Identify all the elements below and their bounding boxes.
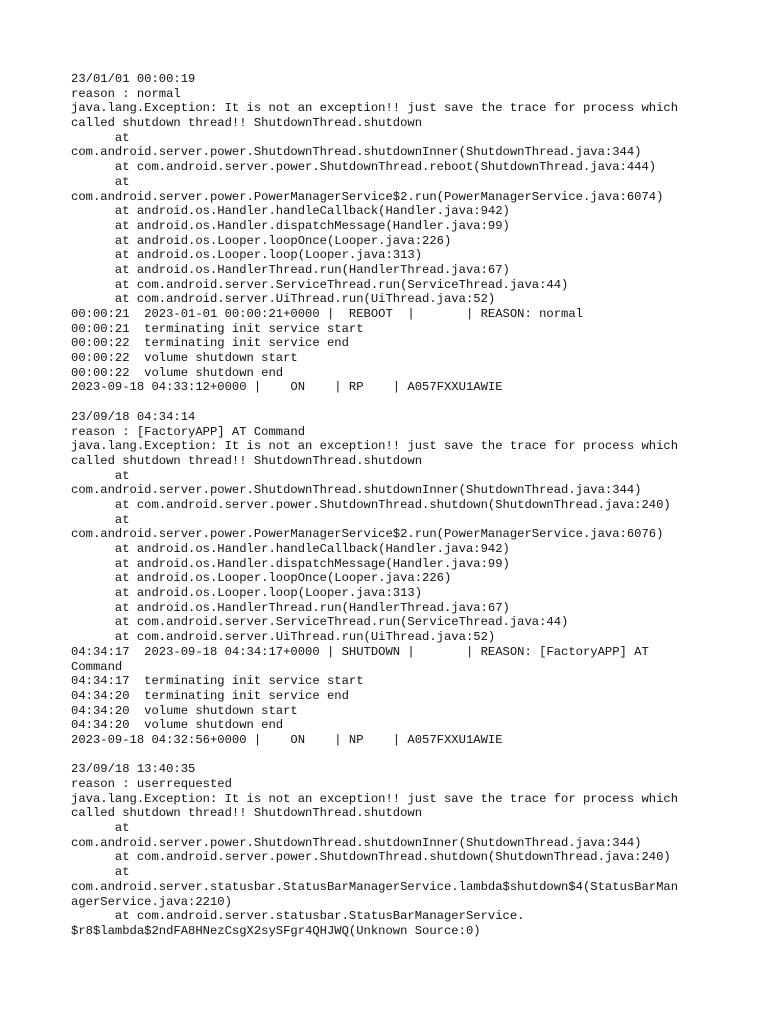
- log-line: 04:34:20 volume shutdown end: [71, 718, 284, 733]
- blank-line: [71, 395, 711, 410]
- log-line: at com.android.server.UiThread.run(UiThread.java:52): [71, 630, 496, 645]
- log-document: [71, 72, 711, 939]
- log-line: at android.os.HandlerThread.run(HandlerThread.java:67): [71, 262, 510, 277]
- log-line: 04:34:17 2023-09-18 04:34:17+0000 | SHUTDOWN | | REASON: [FactoryAPP] AT: [71, 644, 649, 659]
- log-line: 00:00:22 terminating init service end: [71, 336, 349, 351]
- blank-line: [71, 748, 711, 763]
- log-line: $r8$lambda$2ndFA8HNezCsgX2sySFgr4QHJWQ(Unknown Source:0): [71, 923, 481, 938]
- log-line: 00:00:22 volume shutdown start: [71, 351, 298, 366]
- log-line: at com.android.server.UiThread.run(UiThread.java:52): [71, 292, 496, 307]
- log-line: com.android.server.power.ShutdownThread.shutdownInner(ShutdownThread.java:344): [71, 145, 642, 160]
- log-line: 23/09/18 13:40:35: [71, 762, 196, 777]
- log-line: reason : userrequested: [71, 777, 232, 791]
- log-line: at android.os.HandlerThread.run(HandlerThread.java:67): [71, 600, 510, 615]
- log-line: called shutdown thread!! ShutdownThread.shutdown: [71, 116, 423, 131]
- log-line: at: [71, 821, 130, 836]
- log-line: at: [71, 174, 130, 189]
- log-line: at android.os.Handler.dispatchMessage(Handler.java:99): [71, 218, 510, 233]
- log-line: at com.android.server.ServiceThread.run(ServiceThread.java:44): [71, 615, 569, 630]
- log-line: 23/01/01 00:00:19: [71, 72, 196, 86]
- log-line: at android.os.Looper.loopOnce(Looper.java:226): [71, 233, 452, 248]
- log-line: at: [71, 468, 130, 483]
- log-line: 00:00:21 2023-01-01 00:00:21+0000 | REBOOT | | REASON: normal: [71, 307, 583, 321]
- log-line: com.android.server.power.PowerManagerService$2.run(PowerManagerService.java:6074): [71, 189, 664, 204]
- log-line: com.android.server.power.ShutdownThread.shutdownInner(ShutdownThread.java:344): [71, 835, 642, 850]
- log-line: called shutdown thread!! ShutdownThread.shutdown: [71, 453, 423, 468]
- log-line: at: [71, 512, 130, 527]
- log-line: 04:34:17 terminating init service start: [71, 674, 364, 689]
- log-line: called shutdown thread!! ShutdownThread.shutdown: [71, 806, 423, 821]
- log-line: at com.android.server.power.ShutdownThread.shutdown(ShutdownThread.java:240): [71, 850, 671, 865]
- log-line: at com.android.server.power.ShutdownThread.reboot(ShutdownThread.java:444): [71, 160, 657, 175]
- log-line: java.lang.Exception: It is not an exception!! just save the trace for process which: [71, 439, 679, 454]
- log-line: at android.os.Looper.loop(Looper.java:313): [71, 248, 423, 263]
- log-line: 00:00:21 terminating init service start: [71, 321, 364, 336]
- log-line: at android.os.Looper.loopOnce(Looper.java:226): [71, 571, 452, 586]
- log-line: 00:00:22 volume shutdown end: [71, 365, 284, 380]
- log-line: 2023-09-18 04:33:12+0000 | ON | RP | A057FXXU1AWIE: [71, 380, 503, 395]
- log-line: java.lang.Exception: It is not an exception!! just save the trace for process which: [71, 791, 679, 806]
- log-line: com.android.server.statusbar.StatusBarManagerService.lambda$shutdown$4(StatusBarMan: [71, 879, 679, 894]
- log-line: 04:34:20 volume shutdown start: [71, 703, 298, 718]
- log-line: at: [71, 130, 130, 145]
- log-line: at android.os.Looper.loop(Looper.java:313): [71, 586, 423, 601]
- log-line: at android.os.Handler.handleCallback(Handler.java:942): [71, 542, 510, 556]
- log-line: com.android.server.power.ShutdownThread.shutdownInner(ShutdownThread.java:344): [71, 483, 642, 498]
- log-line: at com.android.server.statusbar.StatusBarManagerService.: [71, 909, 525, 924]
- log-line: 2023-09-18 04:32:56+0000 | ON | NP | A057FXXU1AWIE: [71, 732, 503, 747]
- log-line: Command: [71, 659, 123, 674]
- log-line: reason : normal: [71, 86, 181, 101]
- log-line: agerService.java:2210): [71, 894, 232, 909]
- log-line: at com.android.server.power.ShutdownThread.shutdown(ShutdownThread.java:240): [71, 497, 671, 512]
- log-line: 04:34:20 terminating init service end: [71, 688, 349, 703]
- log-line: java.lang.Exception: It is not an exception!! just save the trace for process which: [71, 101, 679, 116]
- log-line: 23/09/18 04:34:14: [71, 409, 196, 424]
- log-line: at android.os.Handler.handleCallback(Handler.java:942): [71, 204, 510, 219]
- log-line: at com.android.server.ServiceThread.run(ServiceThread.java:44): [71, 277, 569, 292]
- log-line: at: [71, 865, 130, 880]
- log-line: reason : [FactoryAPP] AT Command: [71, 424, 306, 439]
- log-line: at android.os.Handler.dispatchMessage(Handler.java:99): [71, 556, 510, 571]
- log-line: com.android.server.power.PowerManagerService$2.run(PowerManagerService.java:6076): [71, 527, 664, 542]
